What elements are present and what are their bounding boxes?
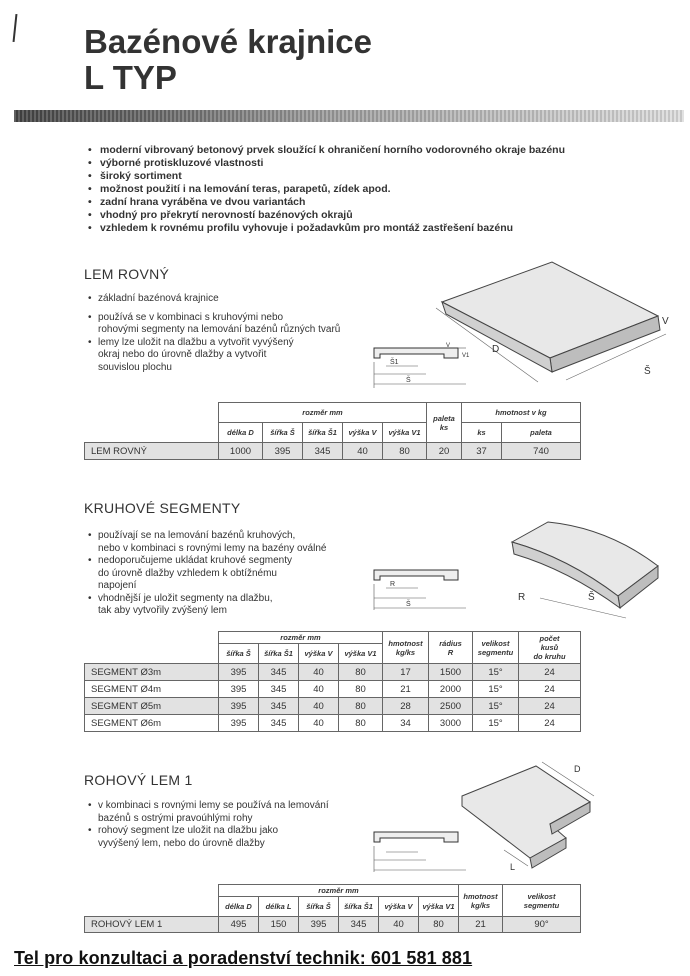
bullet-item: • lemy lze uložit na dlažbu a vytvořit vyvýšený okraj nebo do úrovně dlažby a vytvořit souvislou plochu (88, 337, 340, 375)
footer-contact: Tel pro konzultaci a poradenství technik: 601 581 881 (14, 948, 473, 968)
rohovy-bullets (88, 800, 329, 850)
bullet-item: • vhodnější je uložit segmenty na dlažbu, tak aby vytvořily zvýšený lem (88, 593, 326, 618)
feature-item: • široký sortiment (88, 170, 565, 183)
feature-item: • moderní vibrovaný betonový prvek sloužící k ohraničení horního vodorovného okraje bazénu (88, 144, 565, 157)
table-row: SEGMENT Ø3m 395 345 40 80 17 1500 15° 24 (85, 664, 581, 681)
table-group-header: hmotnost v kg (462, 403, 581, 423)
bullet-item: • v kombinaci s rovnými lemy se používá na lemování bazénů s ostrými pravoúhlými rohy (88, 800, 329, 825)
bullet-item: • používají se na lemování bazénů kruhových, nebo v kombinaci s rovnými lemy na bazény oválné (88, 530, 326, 555)
bullet-item: • používá se v kombinaci s kruhovými nebo rohovými segmenty na lemování bazénů různých tvarů (88, 312, 340, 337)
drawing-label: V (662, 316, 669, 327)
table-header-cell: šířka Š1 (303, 423, 343, 443)
section-title-lem-rovny: LEM ROVNÝ (84, 266, 170, 282)
rohovy-3d-drawing (458, 758, 598, 878)
header-band (14, 110, 684, 122)
table-row: SEGMENT Ø6m 395 345 40 80 34 3000 15° 24 (85, 715, 581, 732)
corner-mark (13, 14, 18, 42)
table-row: SEGMENT Ø5m 395 345 40 80 28 2500 15° 24 (85, 698, 581, 715)
page-title: Bazénové krajnice L TYP (84, 23, 372, 96)
feature-item: • výborné protiskluzové vlastnosti (88, 157, 565, 170)
table-header-cell: velikost segmentu (473, 632, 519, 664)
table-header-cell: šířka Š (263, 423, 303, 443)
feature-list (88, 144, 565, 235)
table-header-cell: hmotnost kg/ks (459, 885, 503, 917)
table-header-cell: výška V (343, 423, 383, 443)
bullet-item: • nedoporučujeme ukládat kruhové segmenty do úrovně dlažby vzhledem k obtížnému napojení (88, 555, 326, 593)
lem-rovny-table (84, 402, 581, 460)
table-header-cell: hmotnost kg/ks (383, 632, 429, 664)
drawing-label: Š (406, 377, 411, 384)
drawing-label: Š (644, 366, 651, 377)
table-row: SEGMENT Ø4m 395 345 40 80 21 2000 15° 24 (85, 681, 581, 698)
drawing-label: R (518, 592, 526, 603)
table-header-cell: šířka Š (219, 644, 259, 664)
table-header-cell: ks (462, 423, 502, 443)
kruhove-table (84, 631, 581, 732)
rohovy-table (84, 884, 581, 933)
kruhove-3d-drawing (508, 518, 668, 628)
section-title-kruhove-segmenty: KRUHOVÉ SEGMENTY (84, 500, 241, 516)
table-group-header: rozměr mm (219, 632, 383, 644)
table-header-cell: šířka Š1 (339, 897, 379, 917)
drawing-label: Š (588, 592, 595, 603)
kruhove-bullets (88, 530, 326, 618)
table-header-cell: paleta (502, 423, 581, 443)
drawing-label: D (492, 344, 500, 355)
table-header-cell: výška V1 (419, 897, 459, 917)
table-group-header: paleta ks (427, 403, 462, 443)
section-title-rohovy-lem: ROHOVÝ LEM 1 (84, 772, 193, 788)
lem-rovny-3d-drawing (432, 254, 672, 394)
table-header-cell: výška V1 (383, 423, 427, 443)
drawing-label: Š (406, 601, 411, 608)
table-header-cell: výška V (379, 897, 419, 917)
drawing-label: R (390, 581, 396, 588)
feature-item: • zadní hrana vyráběna ve dvou variantách (88, 196, 565, 209)
table-row: ROHOVÝ LEM 1 495 150 395 345 40 80 21 90° (85, 917, 581, 933)
table-header-cell: délka D (219, 897, 259, 917)
table-header-cell: délka D (219, 423, 263, 443)
lem-rovny-bullets (88, 293, 340, 374)
drawing-label: V (446, 343, 451, 349)
table-group-header: rozměr mm (219, 885, 459, 897)
table-header-cell: výška V (299, 644, 339, 664)
feature-item: • vzhledem k rovnému profilu vyhovuje i požadavkům pro montáž zastřešení bazénu (88, 222, 565, 235)
drawing-label: V1 (462, 353, 470, 359)
drawing-label: Š1 (390, 359, 399, 366)
bullet-item: • rohový segment lze uložit na dlažbu jako vyvýšený lem, nebo do úrovně dlažby (88, 825, 329, 850)
kruhove-profile-drawing (366, 558, 476, 614)
table-row: LEM ROVNÝ 1000 395 345 40 80 20 37 740 (85, 443, 581, 460)
bullet-item: • základní bazénová krajnice (88, 293, 340, 306)
feature-item: • možnost použití i na lemování teras, parapetů, zídek apod. (88, 183, 565, 196)
table-header-cell: velikost segmentu (503, 885, 581, 917)
table-header-cell: rádius R (429, 632, 473, 664)
table-header-cell: šířka Š1 (259, 644, 299, 664)
drawing-label: D (574, 764, 581, 774)
table-group-header: rozměr mm (219, 403, 427, 423)
drawing-label: L (510, 862, 516, 872)
table-header-cell: šířka Š (299, 897, 339, 917)
table-header-cell: počet kusů do kruhu (519, 632, 581, 664)
table-header-cell: výška V1 (339, 644, 383, 664)
feature-item: • vhodný pro překrytí nerovností bazénových okrajů (88, 209, 565, 222)
table-header-cell: délka L (259, 897, 299, 917)
